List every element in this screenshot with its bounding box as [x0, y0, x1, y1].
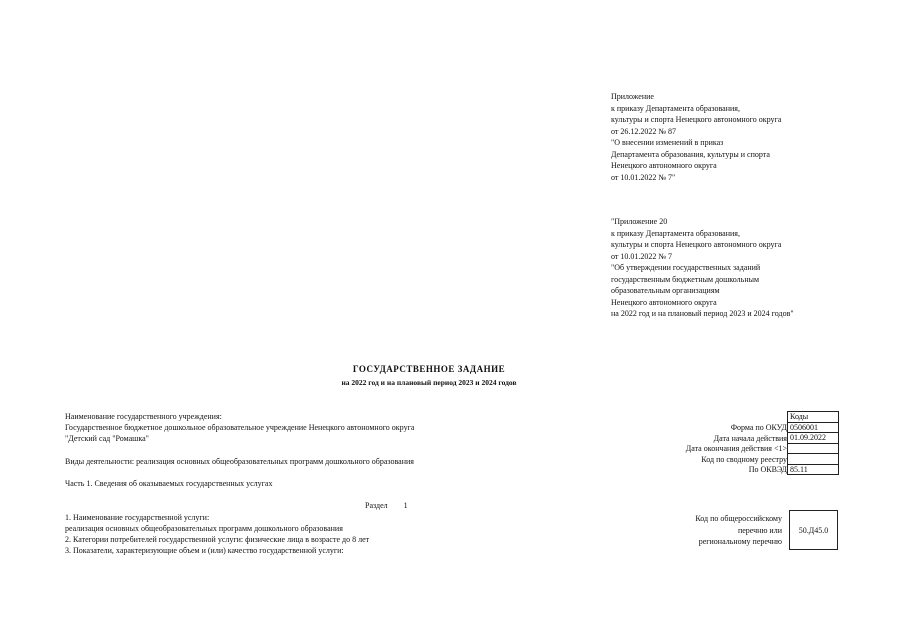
registry-label-line: региональному перечню: [698, 537, 782, 546]
service-name: реализация основных общеобразовательных программ дошкольного образования: [65, 524, 343, 533]
annex-1: [611, 91, 781, 183]
code-label-okved: По ОКВЭД: [748, 465, 787, 474]
activity-types: Виды деятельности: реализация основных общеобразовательных программ дошкольного образования: [65, 457, 414, 466]
code-label-okud: Форма по ОКУД: [730, 423, 787, 432]
annex-1-line: Департамента образования, культуры и спорта: [611, 149, 770, 159]
indicators-heading: 3. Показатели, характеризующие объем и (или) качество государственной услуги:: [65, 546, 344, 555]
code-label-end-date: Дата окончания действия <1>: [685, 444, 787, 453]
section-label: Раздел: [365, 501, 388, 510]
annex-1-line: культуры и спорта Ненецкого автономного округа: [611, 115, 782, 124]
code-label-registry: Код по сводному реестру: [701, 454, 787, 464]
annex-2-line: государственным бюджетным дошкольным: [611, 274, 760, 284]
annex-2-line: культуры и спорта Ненецкого автономного округа: [611, 240, 782, 249]
institution-short-name: "Детский сад "Ромашка": [65, 434, 149, 443]
annex-2-line: Ненецкого автономного округа: [611, 297, 717, 307]
annex-2-line: на 2022 год и на плановый период 2023 и 2024 годов": [611, 309, 794, 318]
part-heading: Часть 1. Сведения об оказываемых государственных услугах: [65, 479, 273, 488]
annex-2-line: к приказу Департамента образования,: [611, 228, 740, 238]
section-number: 1: [403, 501, 408, 510]
annex-2-line: образовательным организациям: [611, 286, 720, 295]
consumer-category: 2. Категории потребителей государственной услуги: физические лица в возрасте до 8 лет: [65, 535, 370, 544]
document-subtitle: на 2022 год и на плановый период 2023 и 2024 годов: [341, 378, 517, 387]
annex-1-line: от 10.01.2022 № 7": [611, 172, 676, 182]
annex-1-line: "О внесении изменений в приказ: [611, 138, 724, 147]
annex-2-line: "Приложение 20: [611, 217, 668, 226]
annex-2-line: от 10.01.2022 № 7: [611, 251, 673, 261]
code-value-registry: [788, 454, 839, 465]
codes-table: [787, 411, 839, 475]
codes-labels: [627, 423, 787, 476]
registry-label-line: Код по общероссийскому: [695, 514, 782, 523]
section-heading: [365, 501, 408, 512]
registry-labels: [622, 514, 782, 548]
annex-1-line: Ненецкого автономного округа: [611, 161, 717, 170]
code-value-okud: 0506001: [788, 422, 839, 433]
code-label-start-date: Дата начала действия: [713, 433, 787, 443]
registry-code: 50.Д45.0: [798, 525, 829, 535]
codes-header: Коды: [788, 412, 839, 423]
institution-name: Государственное бюджетное дошкольное образовательное учреждение Ненецкого автономного округа: [65, 423, 415, 432]
annex-1-line: к приказу Департамента образования,: [611, 103, 740, 113]
code-value-end-date: [788, 443, 839, 454]
registry-code-box: [789, 510, 838, 550]
code-value-start-date: 01.09.2022: [788, 433, 839, 444]
annex-1-line: от 26.12.2022 № 87: [611, 126, 677, 136]
annex-1-line: Приложение: [611, 92, 654, 101]
annex-2: [611, 216, 794, 320]
annex-2-line: "Об утверждении государственных заданий: [611, 263, 761, 272]
code-value-okved: 85.11: [788, 464, 839, 475]
service-name-label: 1. Наименование государственной услуги:: [65, 513, 210, 522]
registry-label-line: перечню или: [737, 525, 782, 535]
institution-label: Наименование государственного учреждения:: [65, 412, 222, 421]
document-title: ГОСУДАРСТВЕННОЕ ЗАДАНИЕ: [352, 364, 506, 374]
